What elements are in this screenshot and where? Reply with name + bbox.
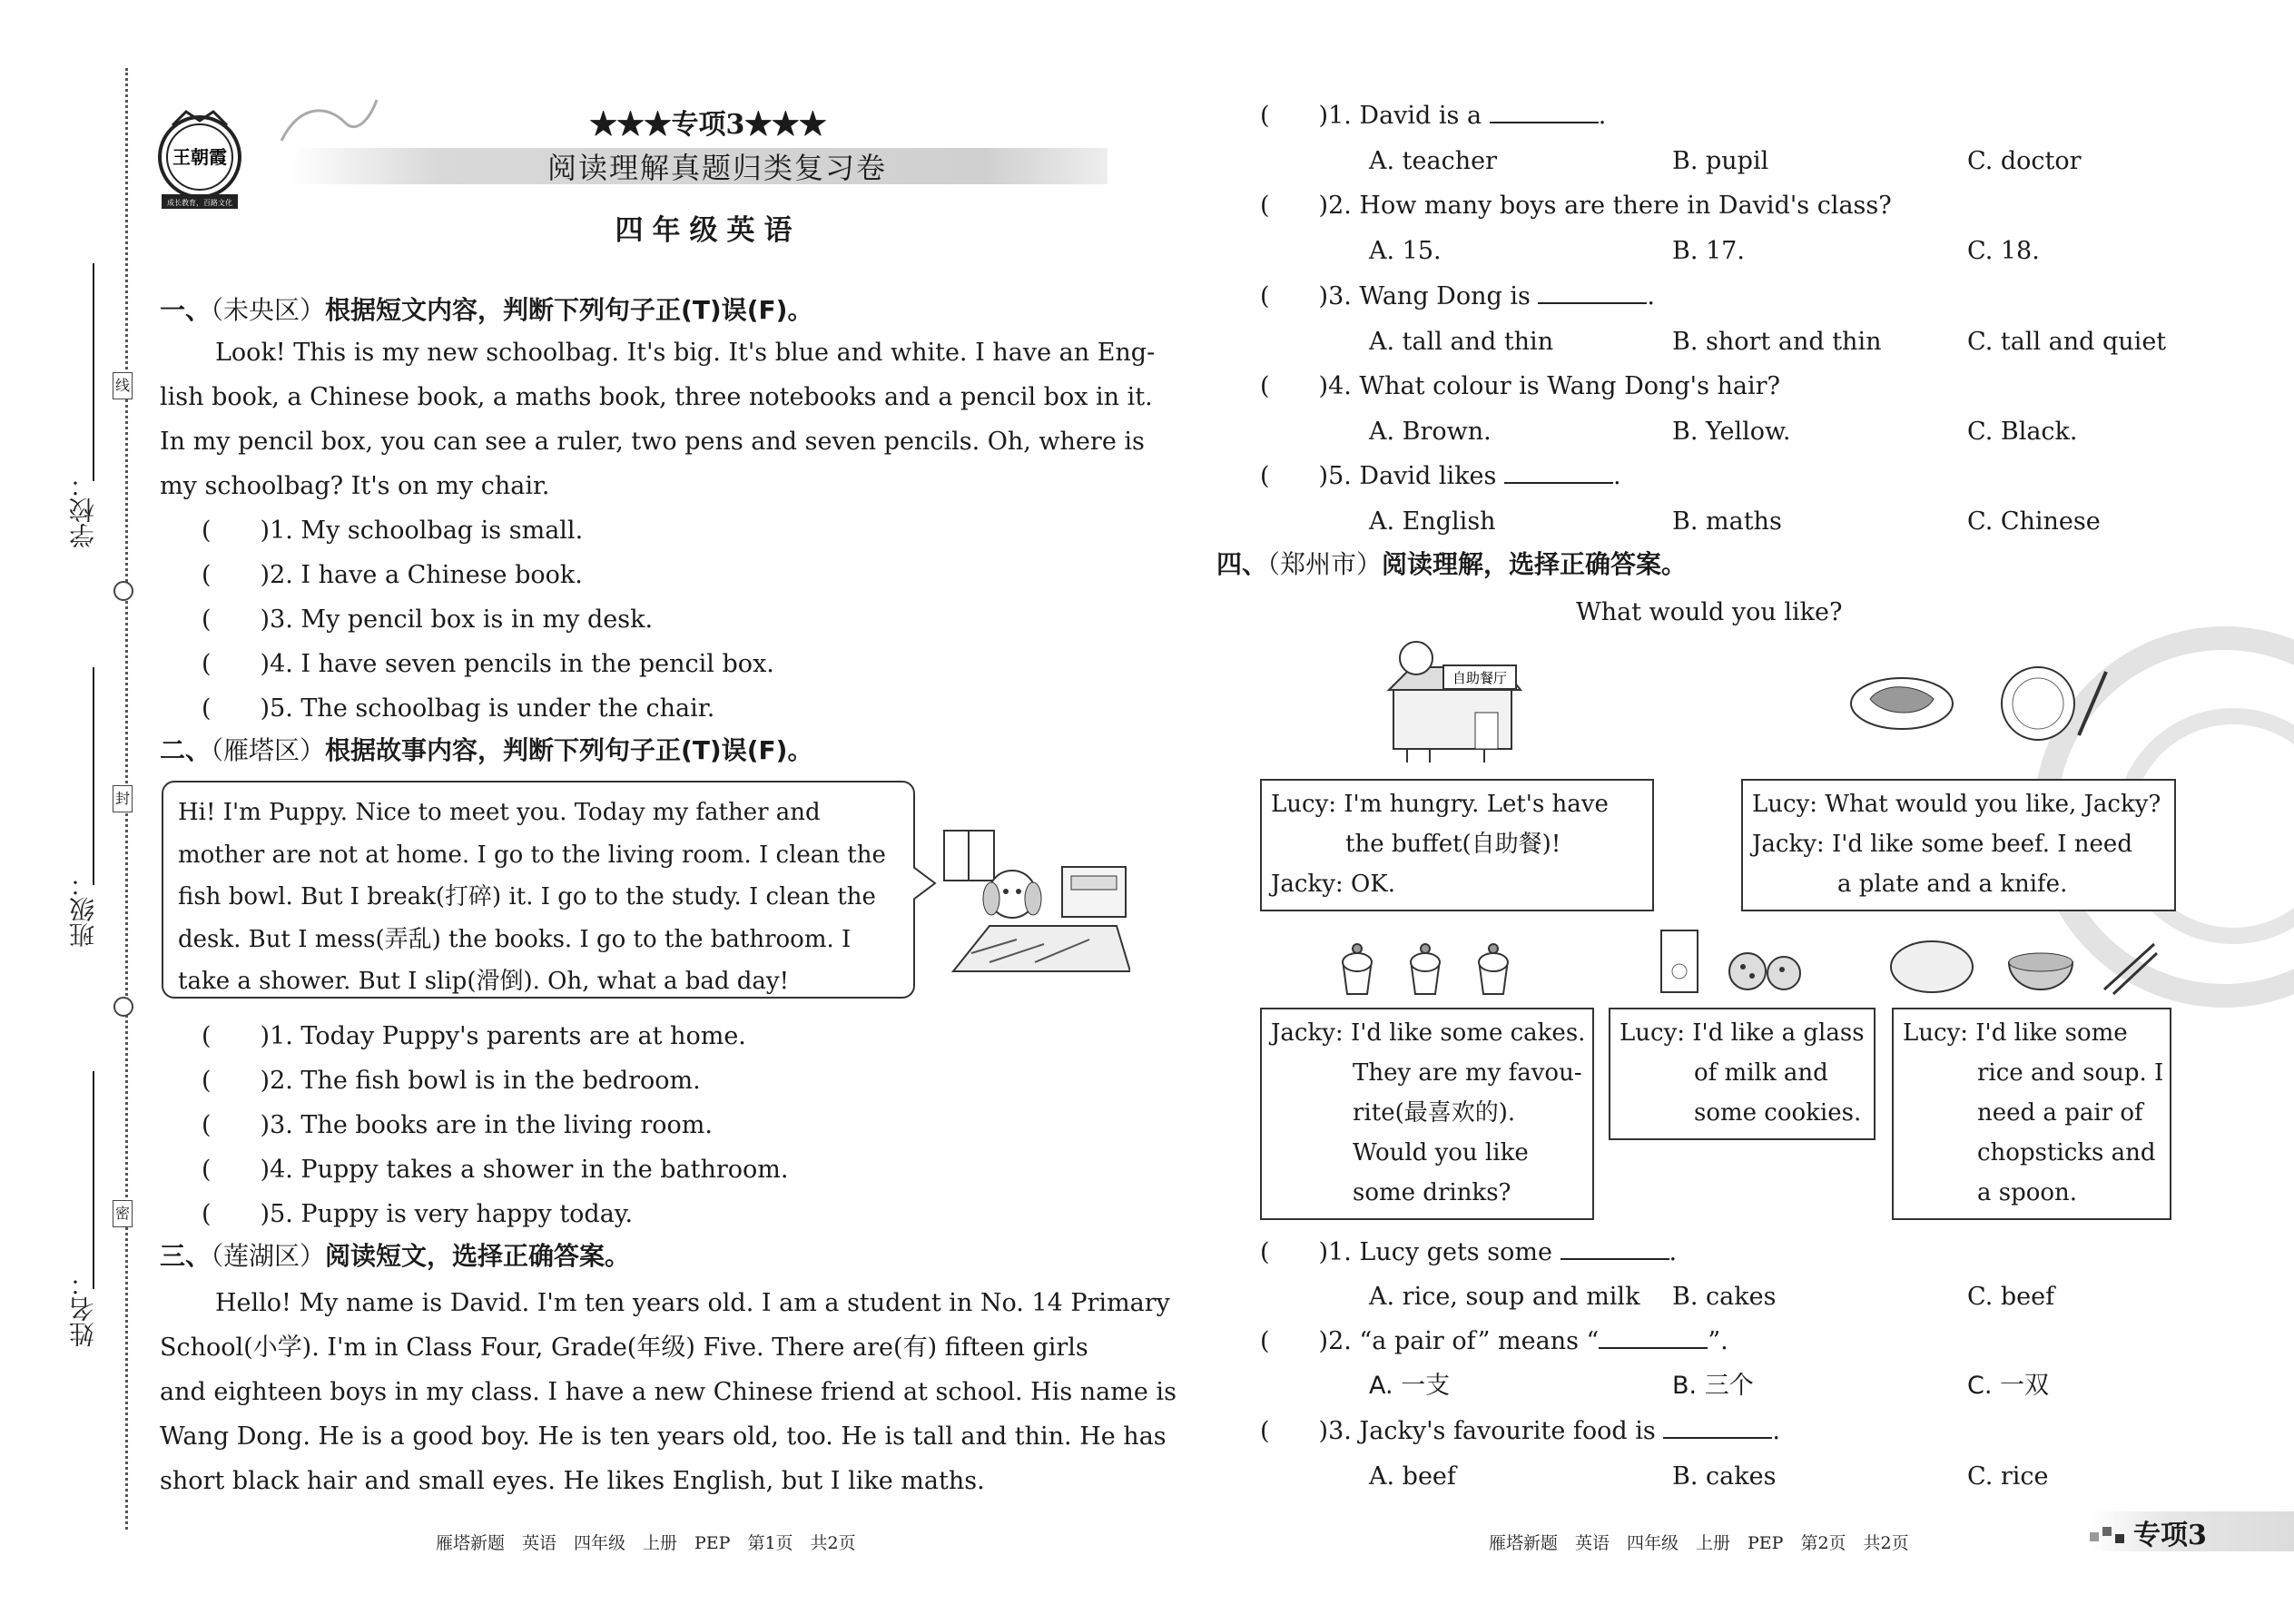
fill-blank[interactable]	[1599, 1325, 1708, 1349]
dialogue-box-2: Lucy: What would you like, Jacky? Jacky: I'd like some beef. I need a plate and a knife.	[1741, 779, 2176, 911]
question-row: ( )1. David is a .	[1260, 102, 1607, 130]
question-row: ( )3. Jacky's favourite food is .	[1260, 1417, 1780, 1445]
answer-blank[interactable]: ( )	[202, 1067, 271, 1095]
answer-blank[interactable]: ( )	[1260, 1417, 1329, 1445]
seal-mark-secret: 密	[113, 1200, 133, 1227]
option-a[interactable]: A. 15.	[1369, 237, 1442, 265]
grade-subject: 四年级英语	[615, 214, 802, 247]
section1-passage-line1: Look! This is my new schoolbag. It's big. It's blue and white. I have an Eng-	[215, 339, 1156, 367]
answer-blank[interactable]: ( )	[202, 605, 271, 634]
question-row: ( )5. David likes .	[1260, 462, 1621, 490]
option-c[interactable]: C. doctor	[1967, 147, 2082, 175]
section3-passage-line2: School(小学). I'm in Class Four, Grade(年级) Five. There are(有) fifteen girls	[160, 1334, 1088, 1362]
section3-passage-line3: and eighteen boys in my class. I have a new Chinese friend at school. His name is	[160, 1378, 1177, 1406]
name-label: 姓名：	[68, 1271, 98, 1347]
beef-plate-icon	[1847, 667, 1956, 731]
option-b[interactable]: B. 三个	[1672, 1372, 1754, 1400]
question-row: ( )2. How many boys are there in David's class?	[1260, 192, 1892, 220]
fill-blank[interactable]	[1663, 1415, 1772, 1439]
answer-blank[interactable]: ( )	[1260, 282, 1329, 310]
option-c[interactable]: C. Chinese	[1967, 507, 2101, 536]
school-write-line[interactable]	[93, 263, 94, 481]
option-a[interactable]: A. English	[1369, 507, 1496, 536]
answer-blank[interactable]: ( )	[202, 1156, 271, 1184]
option-c[interactable]: C. 一双	[1967, 1372, 2050, 1400]
question-row: ( )2. The fish bowl is in the bedroom.	[202, 1067, 701, 1095]
footer-page2: 雁塔新题 英语 四年级 上册 PEP 第2页 共2页	[1489, 1533, 1909, 1553]
option-c[interactable]: C. beef	[1967, 1283, 2055, 1311]
question-row: ( )4. I have seven pencils in the pencil box.	[202, 650, 774, 678]
question-row: ( )4. Puppy takes a shower in the bathroom.	[202, 1156, 789, 1184]
question-row: ( )3. The books are in the living room.	[202, 1111, 713, 1139]
section3-passage-line5: short black hair and small eyes. He likes English, but I like maths.	[160, 1467, 985, 1495]
section4-heading: 四、（郑州市）阅读理解，选择正确答案。	[1216, 549, 1688, 579]
answer-blank[interactable]: ( )	[202, 1022, 271, 1050]
name-write-line[interactable]	[93, 1071, 94, 1289]
option-c[interactable]: C. tall and quiet	[1967, 328, 2167, 356]
section3-passage-line1: Hello! My name is David. I'm ten years old. I am a student in No. 14 Primary	[215, 1289, 1170, 1317]
option-b[interactable]: B. pupil	[1672, 147, 1769, 175]
question-row: ( )1. Lucy gets some .	[1260, 1238, 1678, 1266]
cakes-icon	[1334, 926, 1525, 999]
binding-ring	[113, 997, 133, 1017]
option-a[interactable]: A. teacher	[1369, 147, 1497, 175]
section1-passage-line3: In my pencil box, you can see a ruler, two pens and seven pencils. Oh, where is	[160, 428, 1145, 456]
milk-and-cookies-icon	[1657, 926, 1820, 999]
puppy-study-illustration	[935, 826, 1130, 980]
fill-blank[interactable]	[1561, 1236, 1669, 1260]
option-a[interactable]: A. Brown.	[1369, 418, 1492, 446]
answer-blank[interactable]: ( )	[202, 694, 271, 723]
dialogue-box-1: Lucy: I'm hungry. Let's have the buffet(自助餐)! Jacky: OK.	[1260, 779, 1654, 911]
story-line: fish bowl. But I break(打碎) it. I go to the study. I clean the	[178, 883, 876, 910]
question-row: ( )2. “a pair of” means “ ”.	[1260, 1327, 1728, 1355]
answer-blank[interactable]: ( )	[1260, 372, 1329, 400]
option-a[interactable]: A. tall and thin	[1369, 328, 1554, 356]
section4-title: What would you like?	[1576, 598, 1843, 626]
seal-mark-line: 线	[113, 372, 133, 399]
fill-blank[interactable]	[1504, 460, 1613, 484]
school-label: 学校：	[68, 472, 98, 548]
question-row: ( )3. Wang Dong is .	[1260, 282, 1656, 310]
answer-blank[interactable]: ( )	[1260, 1327, 1329, 1355]
story-speech-bubble	[162, 781, 915, 999]
answer-blank[interactable]: ( )	[202, 650, 271, 678]
option-c[interactable]: C. Black.	[1967, 418, 2078, 446]
option-b[interactable]: B. cakes	[1672, 1283, 1777, 1311]
binding-ring	[113, 581, 133, 601]
tab-squares-icon	[2088, 1523, 2129, 1546]
dialogue-box-3: Jacky: I'd like some cakes. They are my favou- rite(最喜欢的). Would you like some drinks?	[1260, 1008, 1594, 1220]
option-c[interactable]: C. 18.	[1967, 237, 2040, 265]
option-b[interactable]: B. cakes	[1672, 1462, 1777, 1491]
topic-tab-label: 专项3	[2133, 1520, 2207, 1551]
buffet-sign: 自助餐厅	[1452, 670, 1508, 686]
answer-blank[interactable]: ( )	[202, 1200, 271, 1228]
answer-blank[interactable]: ( )	[1260, 462, 1329, 490]
brand-logo	[154, 107, 245, 216]
option-a[interactable]: A. beef	[1369, 1462, 1456, 1491]
question-row: ( )4. What colour is Wang Dong's hair?	[1260, 372, 1781, 400]
story-line: take a shower. But I slip(滑倒). Oh, what a bad day!	[178, 968, 790, 995]
class-label: 班级：	[68, 871, 98, 948]
question-row: ( )3. My pencil box is in my desk.	[202, 605, 654, 634]
question-row: ( )1. Today Puppy's parents are at home.	[202, 1022, 746, 1050]
class-write-line[interactable]	[93, 667, 94, 885]
story-line: mother are not at home. I go to the living room. I clean the	[178, 841, 886, 869]
footer-page1: 雁塔新题 英语 四年级 上册 PEP 第1页 共2页	[436, 1533, 856, 1553]
plate-and-knife-icon	[1993, 663, 2111, 744]
section3-passage-line4: Wang Dong. He is a good boy. He is ten years old, too. He is tall and thin. He has	[160, 1422, 1167, 1451]
section1-passage-line4: my schoolbag? It's on my chair.	[160, 472, 550, 500]
fill-blank[interactable]	[1490, 100, 1599, 123]
logo-text: 王朝霞	[172, 146, 227, 168]
buffet-restaurant-illustration	[1375, 640, 1539, 767]
dialogue-box-5: Lucy: I'd like some rice and soup. I need a pair of chopsticks and a spoon.	[1892, 1008, 2171, 1220]
topic-stars: ★★★专项3★★★	[589, 109, 827, 141]
option-b[interactable]: B. maths	[1672, 507, 1782, 536]
answer-blank[interactable]: ( )	[202, 517, 271, 545]
option-b[interactable]: B. 17.	[1672, 237, 1745, 265]
page-title: 阅读理解真题归类复习卷	[546, 151, 887, 185]
option-a[interactable]: A. rice, soup and milk	[1369, 1283, 1640, 1311]
section2-heading: 二、（雁塔区）根据故事内容，判断下列句子正(T)误(F)。	[160, 735, 813, 765]
fill-blank[interactable]	[1538, 281, 1647, 304]
option-b[interactable]: B. Yellow.	[1672, 418, 1791, 446]
answer-blank[interactable]: ( )	[202, 1111, 271, 1139]
question-row: ( )5. The schoolbag is under the chair.	[202, 694, 715, 723]
answer-blank[interactable]: ( )	[1260, 102, 1329, 130]
answer-blank[interactable]: ( )	[1260, 1238, 1329, 1266]
ribbon-decoration	[272, 95, 381, 150]
answer-blank[interactable]: ( )	[1260, 192, 1329, 220]
story-line: Hi! I'm Puppy. Nice to meet you. Today my father and	[178, 799, 821, 826]
dialogue-box-4: Lucy: I'd like a glass of milk and some cookies.	[1609, 1008, 1876, 1140]
option-a[interactable]: A. 一支	[1369, 1372, 1451, 1400]
option-b[interactable]: B. short and thin	[1672, 328, 1882, 356]
answer-blank[interactable]: ( )	[202, 561, 271, 589]
option-c[interactable]: C. rice	[1967, 1462, 2049, 1491]
question-row: ( )1. My schoolbag is small.	[202, 517, 584, 545]
section1-heading: 一、（未央区）根据短文内容，判断下列句子正(T)误(F)。	[160, 295, 813, 325]
rice-soup-chopsticks-icon	[1886, 926, 2159, 999]
question-row: ( )2. I have a Chinese book.	[202, 561, 583, 589]
section3-heading: 三、（莲湖区）阅读短文，选择正确答案。	[160, 1241, 631, 1271]
question-row: ( )5. Puppy is very happy today.	[202, 1200, 634, 1228]
section1-passage-line2: lish book, a Chinese book, a maths book, three notebooks and a pencil box in it.	[160, 383, 1153, 411]
seal-mark-seal: 封	[113, 785, 133, 812]
logo-ribbon: 成长教育，百路文化	[167, 199, 232, 207]
story-line: desk. But I mess(弄乱) the books. I go to the bathroom. I	[178, 925, 852, 953]
